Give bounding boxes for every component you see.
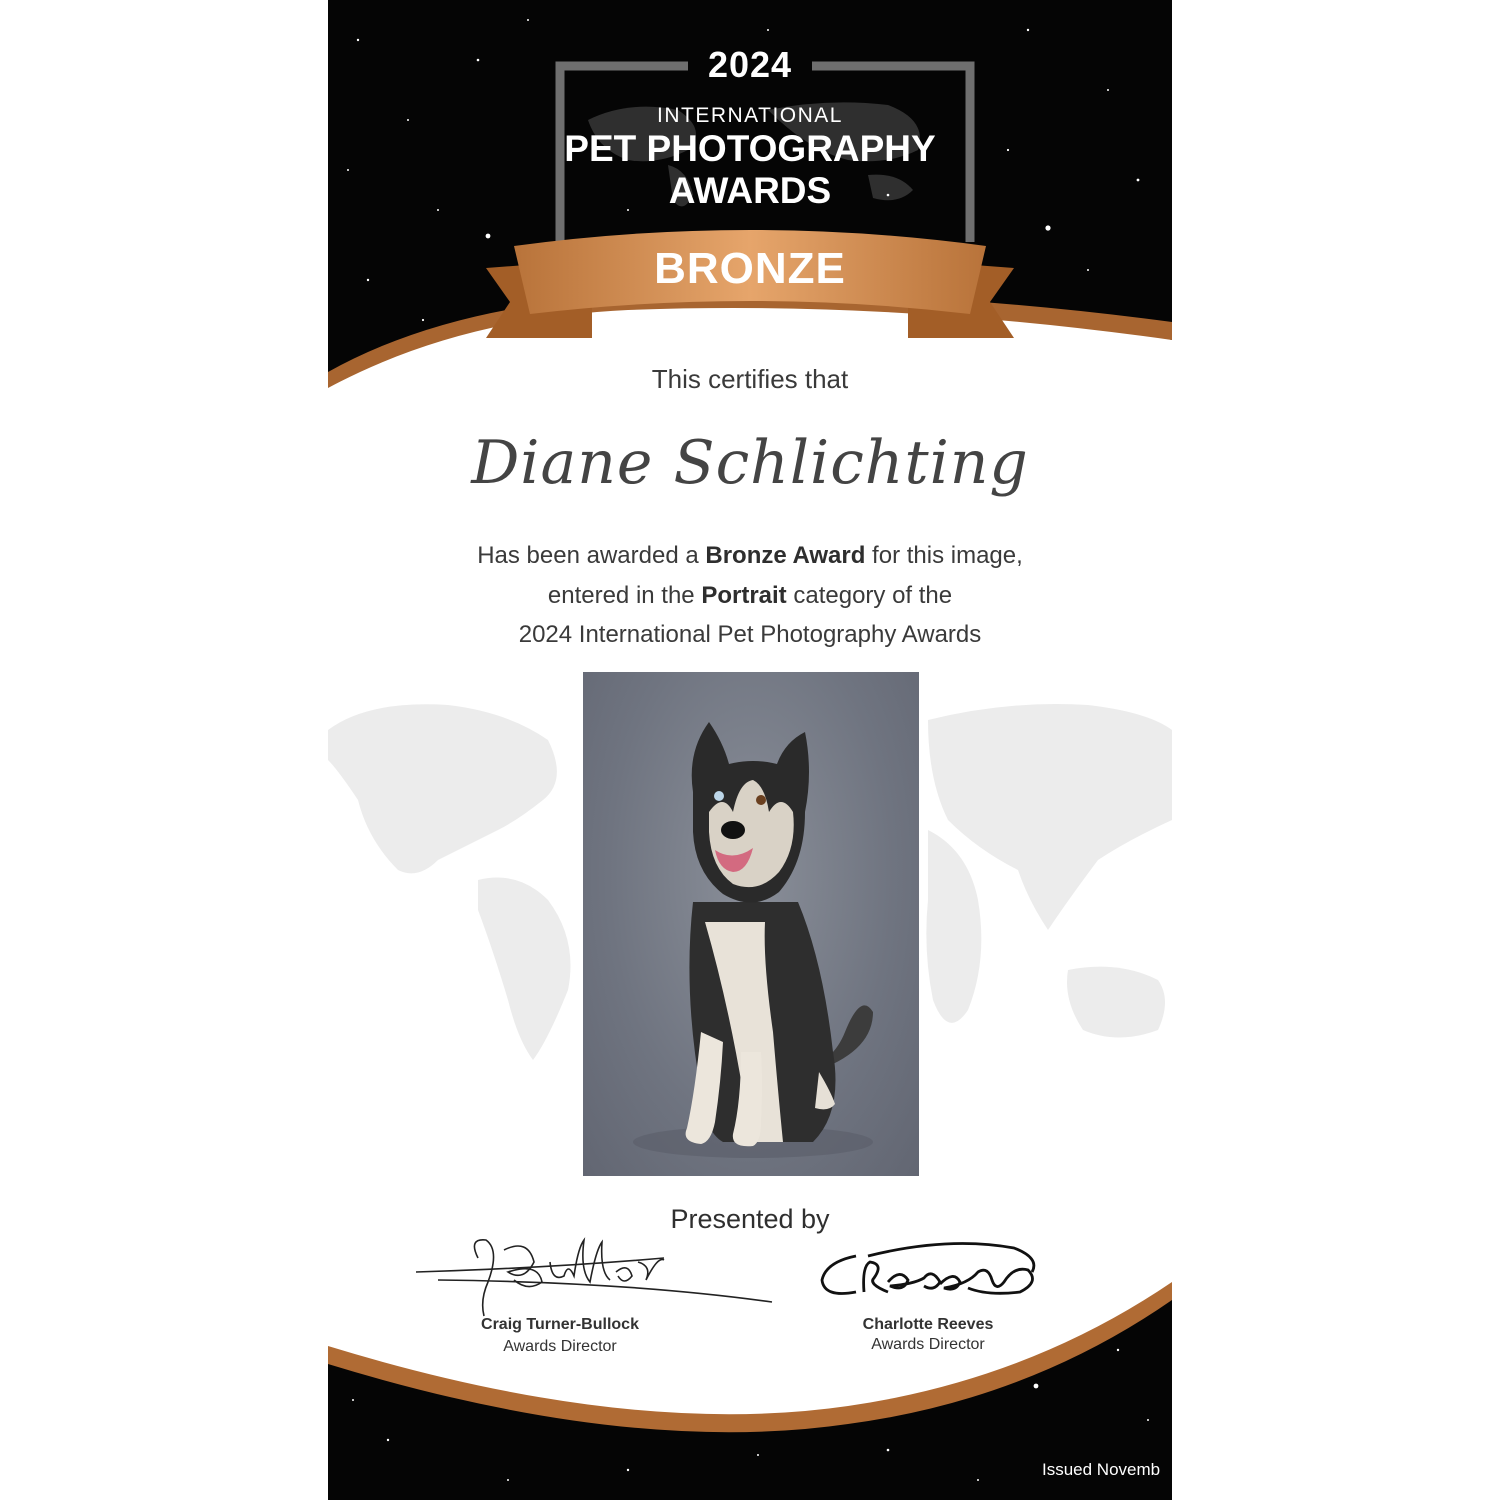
award-type: Bronze Award <box>705 542 866 569</box>
award-title-line1: INTERNATIONAL <box>657 104 843 127</box>
issued-date: Issued Novemb <box>1042 1460 1161 1479</box>
award-description-line1 <box>328 542 1172 570</box>
award-description-text: category of the <box>786 582 953 609</box>
award-description-text: entered in the <box>547 582 702 609</box>
award-photo <box>583 672 919 1176</box>
husky-dog-illustration <box>583 672 919 1176</box>
signature-charlotte <box>822 1244 1034 1294</box>
signatory-name: Charlotte Reeves <box>862 1316 994 1333</box>
award-title-line3: AWARDS <box>668 170 832 211</box>
award-level-badge: BRONZE <box>654 244 846 293</box>
award-description-text: Has been awarded a <box>477 542 706 569</box>
signatory-title: Awards Director <box>871 1336 985 1353</box>
award-year: 2024 <box>707 44 793 85</box>
award-category: Portrait <box>701 582 787 609</box>
award-description-line2 <box>328 582 1172 610</box>
presented-by-label: Presented by <box>670 1204 830 1234</box>
certifies-text: This certifies that <box>651 364 849 394</box>
award-description-text: for this image, <box>865 542 1023 569</box>
recipient-name: Diane Schlichting <box>471 428 1029 498</box>
signatory-name: Craig Turner-Bullock <box>481 1316 639 1333</box>
award-description-line3: 2024 International Pet Photography Awards <box>518 621 982 648</box>
signatory-title: Awards Director <box>503 1338 617 1355</box>
signature-craig <box>416 1240 772 1316</box>
award-title-line2: PET PHOTOGRAPHY <box>564 128 936 169</box>
certificate <box>328 0 1172 1500</box>
